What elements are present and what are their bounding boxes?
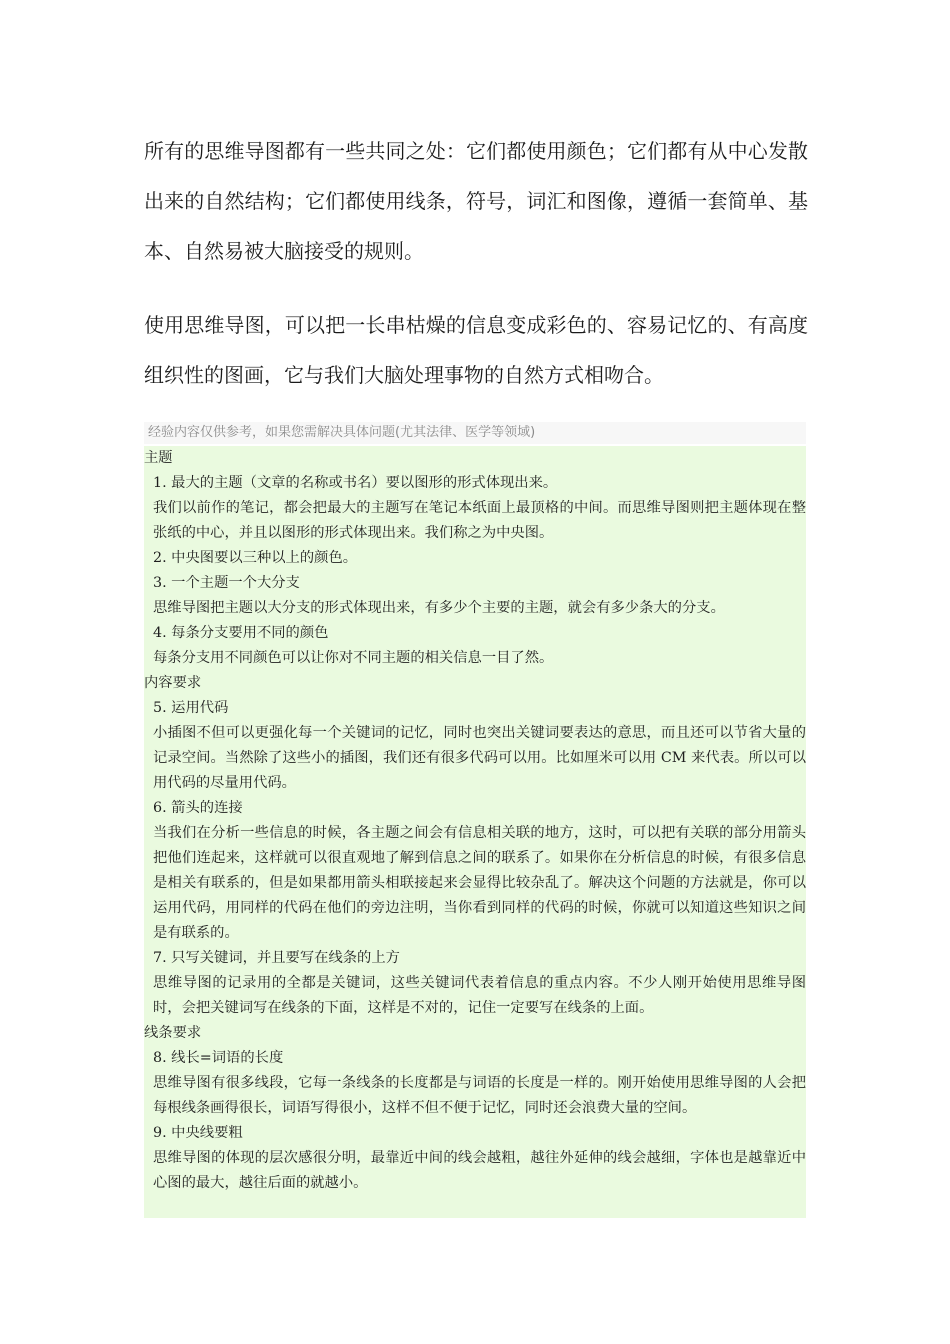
item-1-description: 我们以前作的笔记，都会把最大的主题写在笔记本纸面上最顶格的中间。而思维导图则把主题体现在整张纸的中心，并且以图形的形式体现出来。我们称之为中央图。 <box>153 500 806 541</box>
section-heading-lines: 线条要求 <box>144 1025 202 1041</box>
list-item-3: 3. 一个主题一个大分支 <box>153 575 300 591</box>
list-item-1: 1. 最大的主题（文章的名称或书名）要以图形的形式体现出来。 <box>153 475 558 491</box>
item-6-description: 当我们在分析一些信息的时候，各主题之间会有信息相关联的地方，这时，可以把有关联的部分用箭头把他们连起来，这样就可以很直观地了解到信息之间的联系了。如果你在分析信息的时候，有很多信息是相关有联系的，但是如果都用箭头相联接起来会显得比较杂乱了。解决这个问题的方法就是，你可以运用代码，用同样的代码在他们的旁边注明，当你看到同样的代码的时候，你就可以知道这些知识之间是有联系的。 <box>153 825 806 941</box>
list-item-9: 9. 中央线要粗 <box>153 1125 243 1141</box>
section-heading-topic: 主题 <box>144 450 173 466</box>
section-heading-content: 内容要求 <box>144 675 202 691</box>
item-9-description: 思维导图的体现的层次感很分明，最靠近中间的线会越粗，越往外延伸的线会越细，字体也是越靠近中心图的最大，越往后面的就越小。 <box>153 1150 806 1191</box>
content-block <box>144 446 806 1218</box>
intro-paragraph-2: 使用思维导图，可以把一长串枯燥的信息变成彩色的、容易记忆的、有高度组织性的图画，它与我们大脑处理事物的自然方式相吻合。 <box>144 313 808 387</box>
intro-paragraph-1: 所有的思维导图都有一些共同之处：它们都使用颜色；它们都有从中心发散出来的自然结构；它们都使用线条，符号，词汇和图像，遵循一套简单、基本、自然易被大脑接受的规则。 <box>144 139 808 263</box>
item-4-description: 每条分支用不同颜色可以让你对不同主题的相关信息一目了然。 <box>153 650 554 666</box>
item-5-description: 小插图不但可以更强化每一个关键词的记忆，同时也突出关键词要表达的意思，而且还可以节省大量的记录空间。当然除了这些小的插图，我们还有很多代码可以用。比如厘米可以用 CM 来代表。所以可以用代码的尽量用代码。 <box>153 725 806 791</box>
item-8-description: 思维导图有很多线段，它每一条线条的长度都是与词语的长度是一样的。刚开始使用思维导图的人会把每根线条画得很长，词语写得很小，这样不但不便于记忆，同时还会浪费大量的空间。 <box>153 1075 806 1116</box>
list-item-8: 8. 线长=词语的长度 <box>153 1050 284 1066</box>
list-item-2: 2. 中央图要以三种以上的颜色。 <box>153 550 358 566</box>
list-item-4: 4. 每条分支要用不同的颜色 <box>153 625 329 641</box>
list-item-6: 6. 箭头的连接 <box>153 800 243 816</box>
list-item-5: 5. 运用代码 <box>153 700 229 716</box>
item-3-description: 思维导图把主题以大分支的形式体现出来，有多少个主要的主题，就会有多少条大的分支。 <box>153 600 725 616</box>
disclaimer-bar: 经验内容仅供参考，如果您需解决具体问题(尤其法律、医学等领域) <box>144 422 806 444</box>
item-7-description: 思维导图的记录用的全都是关键词，这些关键词代表着信息的重点内容。不少人刚开始使用思维导图时，会把关键词写在线条的下面，这样是不对的，记住一定要写在线条的上面。 <box>153 975 806 1016</box>
list-item-7: 7. 只写关键词，并且要写在线条的上方 <box>153 950 400 966</box>
